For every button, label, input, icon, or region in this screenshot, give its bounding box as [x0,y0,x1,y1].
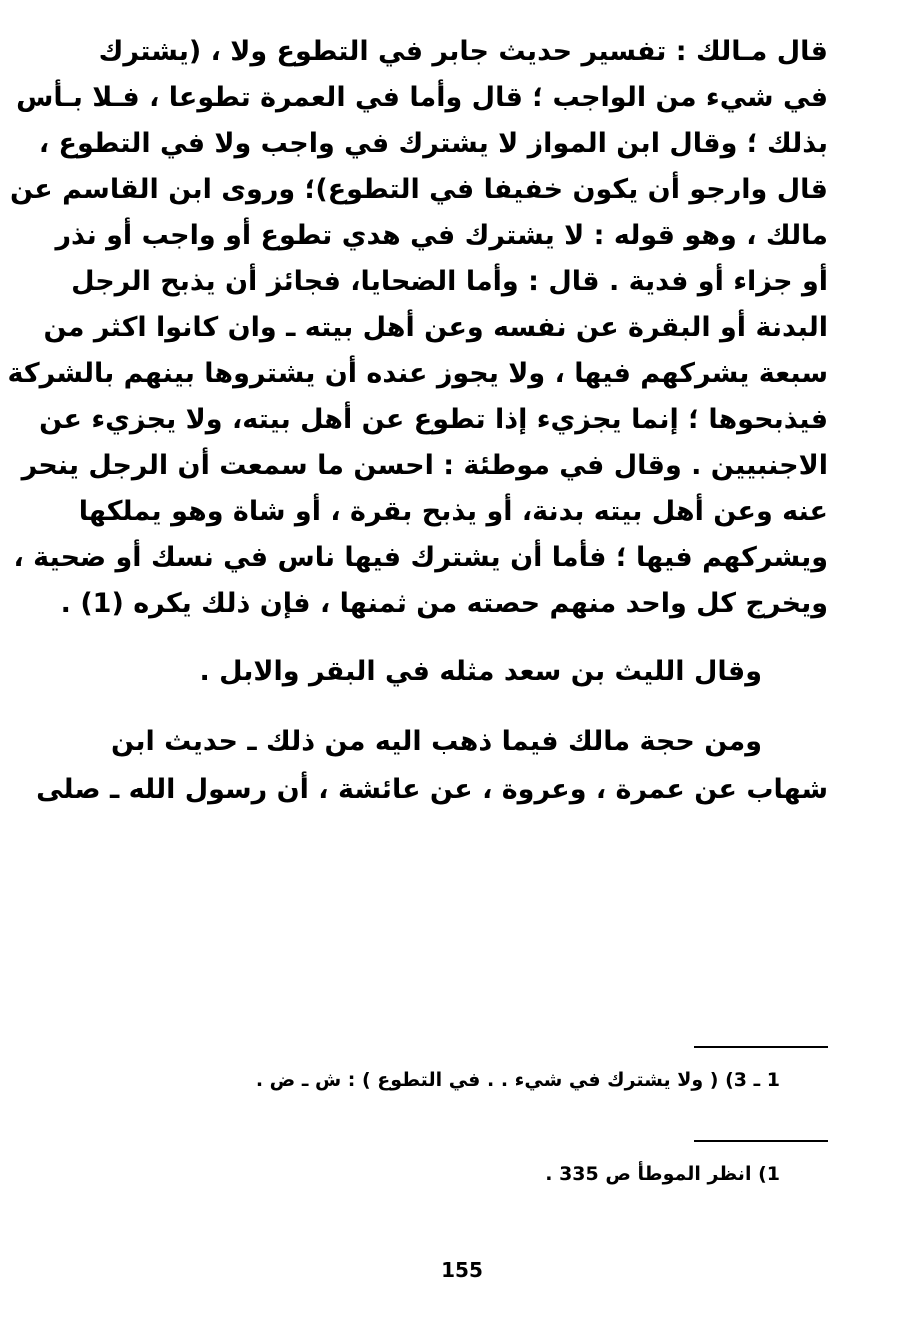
text-line-2: في شيء من الواجب ؛ قال وأما في العمرة تطوعا ، فـلا بـأس [16,82,828,113]
text-line-3: بذلك ؛ وقال ابن المواز لا يشترك في واجب ولا في التطوع ، [38,128,828,159]
footnote-rule-2 [694,1140,828,1142]
text-line-10: الاجنبيين . وقال في موطئة : احسن ما سمعت أن الرجل ينحر [21,450,828,481]
text-line-8: سبعة يشركهم فيها ، ولا يجوز عنده أن يشتروها بينهم بالشركة [7,358,828,389]
text-line-11: عنه وعن أهل بيته بدنة، أو يذبح بقرة ، أو شاة وهو يملكها [78,496,828,527]
paragraph-laith: وقال الليث بن سعد مثله في البقر والابل . [199,656,762,687]
footnote-rule-1 [694,1046,828,1048]
text-line-4: قال وارجو أن يكون خفيفا في التطوع)؛ وروى ابن القاسم عن [9,174,828,205]
text-line-5: مالك ، وهو قوله : لا يشترك في هدي تطوع أو واجب أو نذر [55,220,828,251]
text-line-13: ويخرج كل واحد منهم حصته من ثمنها ، فإن ذلك يكره (1) . [60,588,828,619]
text-line-9: فيذبحوها ؛ إنما يجزيء إذا تطوع عن أهل بيته، ولا يجزيء عن [39,404,828,435]
text-line-7: البدنة أو البقرة عن نفسه وعن أهل بيته ـ وان كانوا اكثر من [43,312,828,343]
footnote-source: 1) انظر الموطأ ص 335 . [545,1163,780,1185]
page-number: 155 [441,1258,483,1282]
text-line-para3-2: شهاب عن عمرة ، وعروة ، عن عائشة ، أن رسول الله ـ صلى [36,774,828,805]
text-line-12: ويشركهم فيها ؛ فأما أن يشترك فيها ناس في نسك أو ضحية ، [13,542,828,573]
text-line-6: أو جزاء أو فدية . قال : وأما الضحايا، فجائز أن يذبح الرجل [71,266,828,297]
footnote-variant: 1 ـ 3) ( ولا يشترك في شيء . . في التطوع ) : ش ـ ض . [255,1069,780,1091]
text-line-para3-1: ومن حجة مالك فيما ذهب اليه من ذلك ـ حديث ابن [111,726,762,757]
text-line-1: قال مـالك : تفسير حديث جابر في التطوع ولا ، (يشترك [98,36,828,67]
